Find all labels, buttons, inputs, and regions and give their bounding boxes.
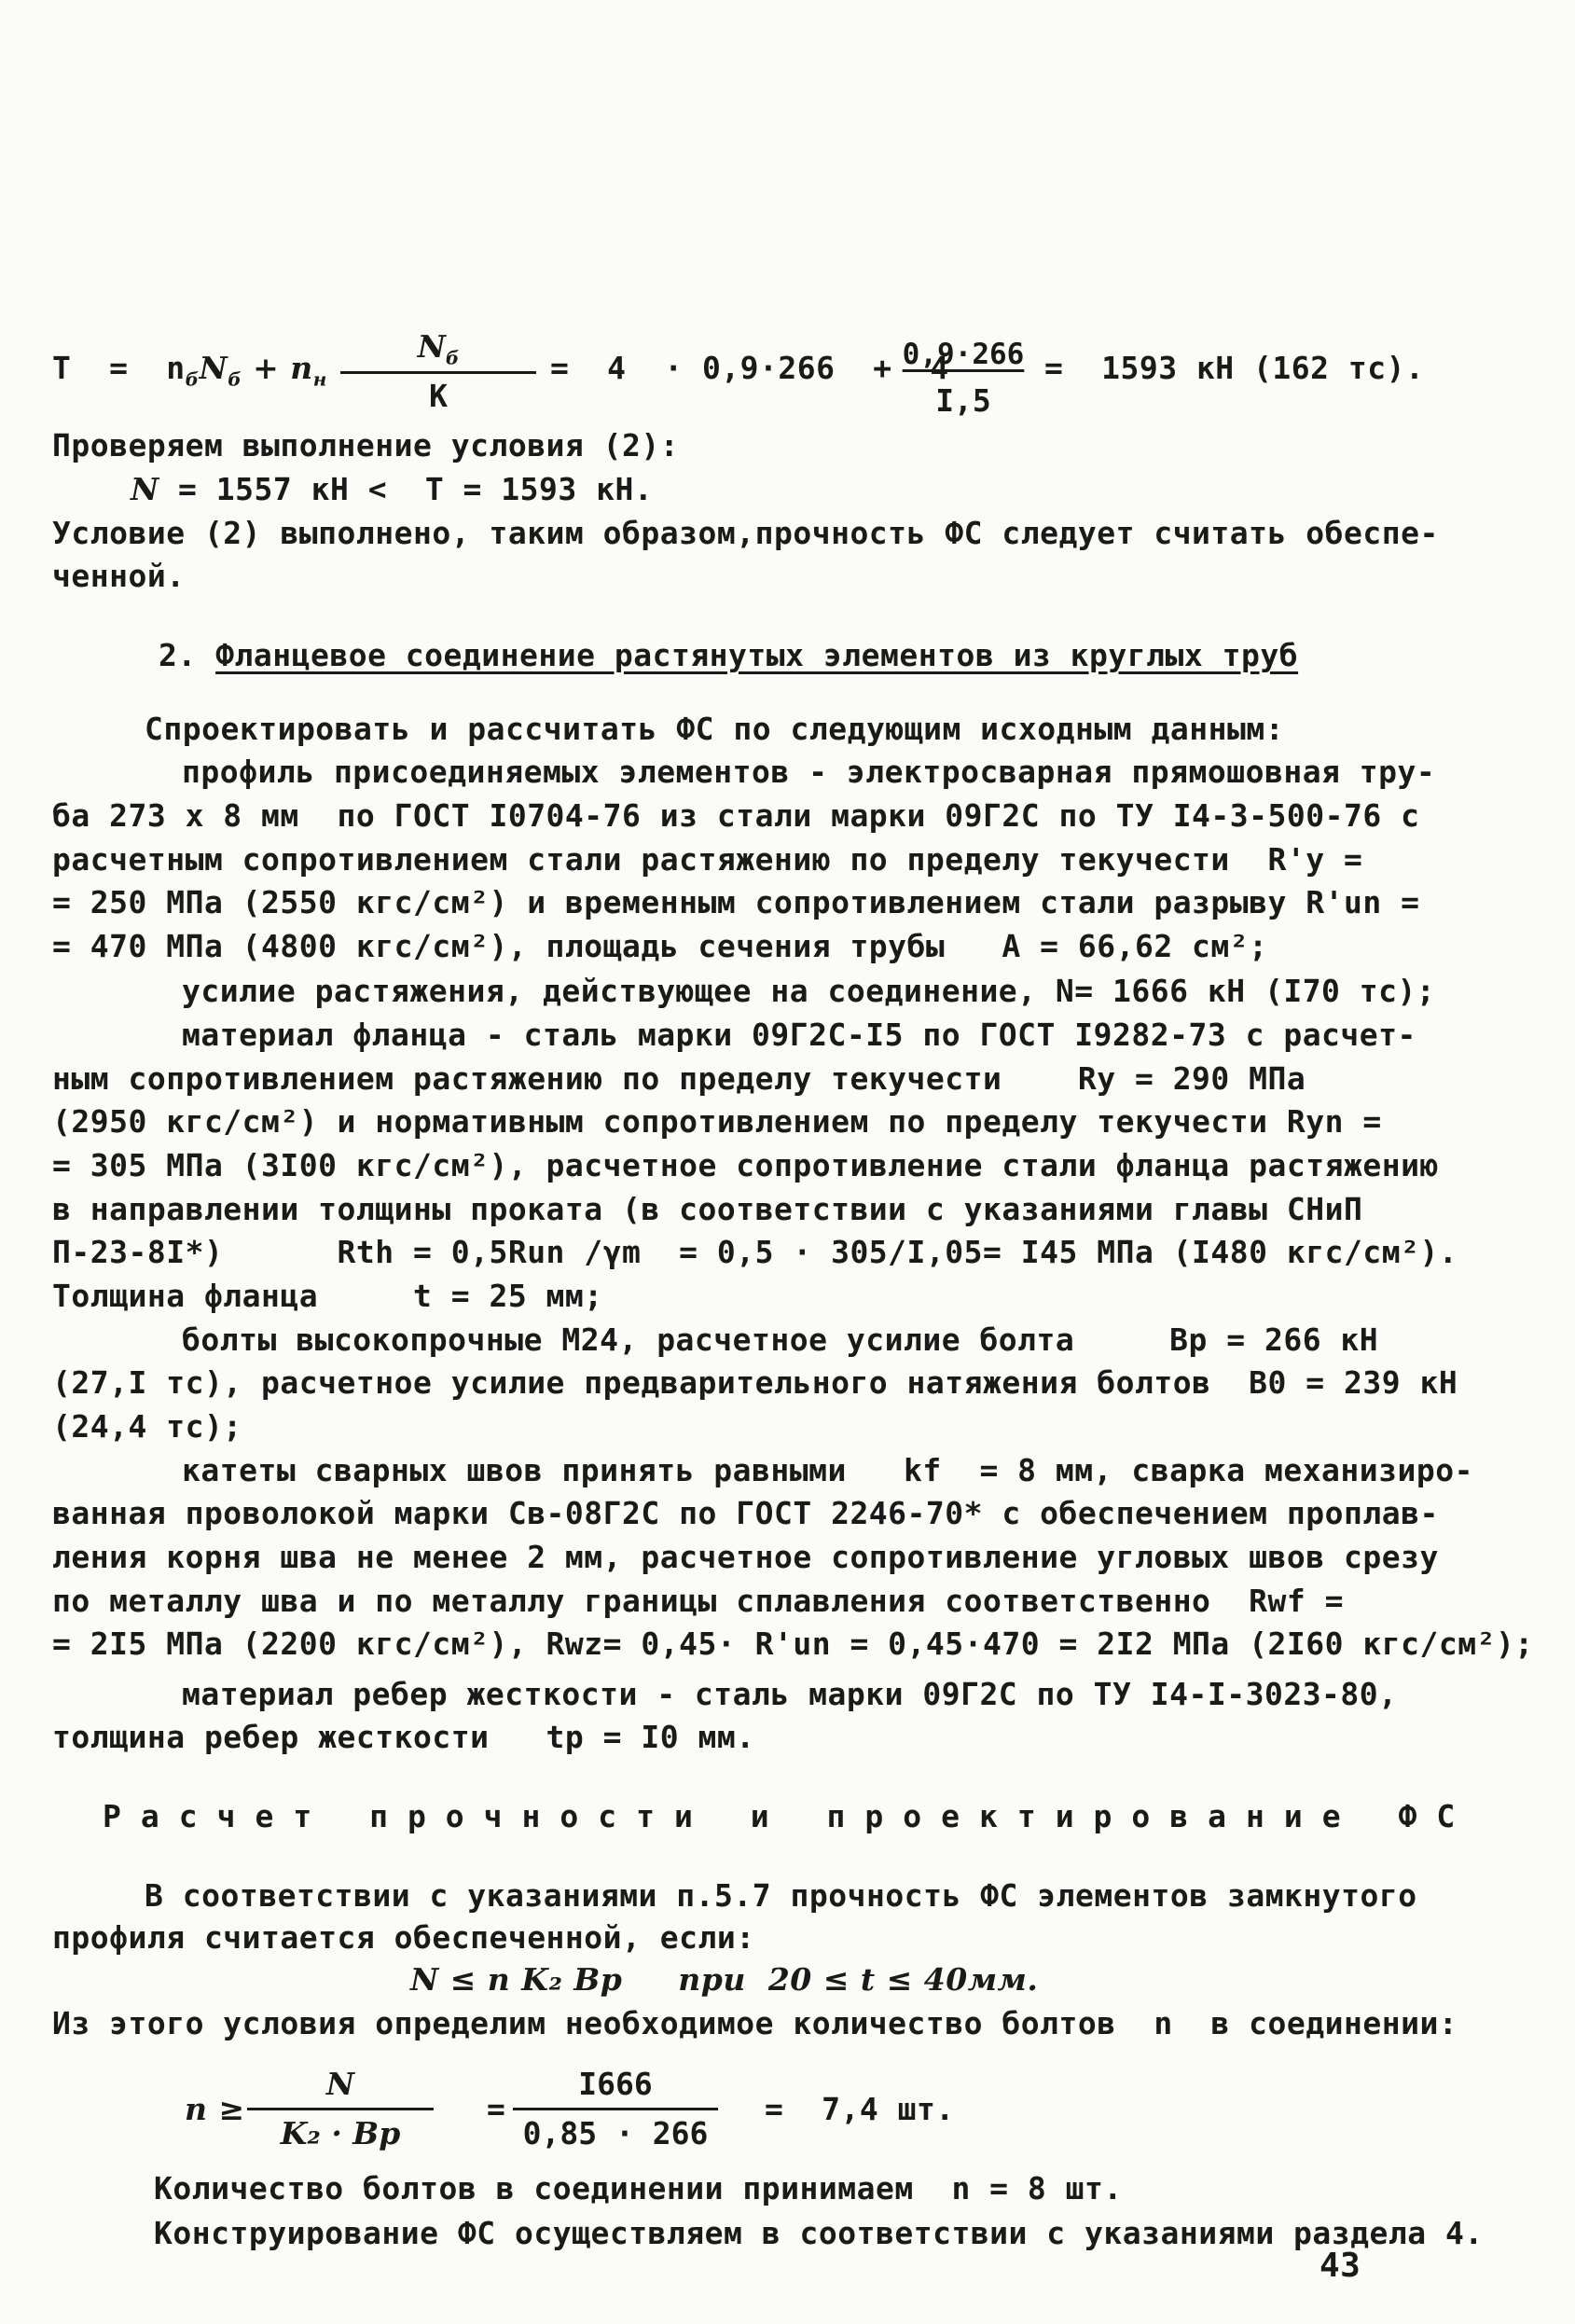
fraction-b-bar — [513, 2108, 718, 2110]
fraction-a-bar — [247, 2108, 434, 2110]
data-line: материал ребер жесткости - сталь марки 09Г2С по ТУ I4-I-3023-80, — [182, 1676, 1398, 1712]
data-line: = 2I5 МПа (2200 кгс/см²), Rwz= 0,45· R'un = 0,45·470 = 2I2 МПа (2I60 кгс/см²); — [52, 1625, 1534, 1662]
bolt-count-result: = 7,4 шт. — [765, 2091, 955, 2127]
data-line: материал фланца - сталь марки 09Г2С-I5 по ГОСТ I9282-73 с расчет- — [182, 1017, 1416, 1053]
formula-t-middle: = 4 · 0,9·266 + 4 — [550, 350, 949, 386]
calc-paragraph-line: В соответствии с указаниями п.5.7 прочность ФС элементов замкнутого — [145, 1877, 1417, 1914]
data-line: в направлении толщины проката (в соответствии с указаниями главы СНиП — [52, 1191, 1363, 1227]
formula-t-result: = 1593 кН (162 тс). — [1044, 350, 1425, 386]
fraction-a-numerator: N — [325, 2066, 355, 2102]
page-number: 43 — [1319, 2247, 1361, 2285]
fraction-1-numerator: $N_б$ — [417, 328, 460, 369]
data-line: П-23-8I*) Rth = 0,5Run /γm = 0,5 · 305/I,05= I45 МПа (I480 кгс/см²). — [52, 1234, 1458, 1270]
condition-line-2: ченной. — [52, 558, 186, 594]
check-equation: N = 1557 кН < T = 1593 кН. — [131, 471, 654, 507]
data-line: катеты сварных швов принять равными kf = 8 мм, сварка механизиро- — [182, 1452, 1474, 1488]
data-line: ба 273 х 8 мм по ГОСТ I0704-76 из стали марки 09Г2С по ТУ I4-3-500-76 с — [52, 797, 1420, 834]
data-line: = 250 МПа (2550 кгс/см²) и временным сопротивлением стали разрыву R'un = — [52, 884, 1420, 920]
data-line: Толщина фланца t = 25 мм; — [52, 1278, 603, 1314]
fraction-b-numerator: I666 — [578, 2066, 653, 2102]
check-heading: Проверяем выполнение условия (2): — [52, 427, 680, 463]
data-line: толщина ребер жесткости tp = I0 мм. — [52, 1719, 755, 1755]
data-line: (27,I тс), расчетное усилие предварительного натяжения болтов B0 = 239 кН — [52, 1364, 1458, 1401]
calc-paragraph-line: Из этого условия определим необходимое количество болтов n в соединении: — [52, 2005, 1458, 2041]
fraction-2-denominator: I,5 — [935, 382, 991, 419]
data-line: ванная проволокой марки Св-08Г2С по ГОСТ 2246-70* с обеспечением проплав- — [52, 1495, 1439, 1531]
condition-line-1: Условие (2) выполнено, таким образом,прочность ФС следует считать обеспе- — [52, 515, 1439, 551]
data-line: профиль присоединяемых элементов - электросварная прямошовная тру- — [182, 754, 1436, 790]
formula-t-lead: $T = n_бN_б + n_н$ — [52, 350, 327, 391]
fraction-a-denominator: K₂ · Bp — [280, 2115, 401, 2151]
bolts-accepted-line: Количество болтов в соединении принимаем n = 8 шт. — [154, 2170, 1123, 2206]
bolt-count-lhs: n ≥ — [185, 2091, 245, 2127]
construction-line: Конструирование ФС осуществляем в соответствии с указаниями раздела 4. — [154, 2215, 1484, 2251]
data-line: ным сопротивлением растяжению по пределу текучести Ry = 290 МПа — [52, 1060, 1306, 1097]
data-line: болты высокопрочные М24, расчетное усилие болта Bp = 266 кН — [182, 1321, 1379, 1358]
data-line: (24,4 тс); — [52, 1408, 242, 1445]
fraction-1-bar — [340, 371, 536, 374]
design-statement: Спроектировать и рассчитать ФС по следующим исходным данным: — [145, 711, 1285, 747]
data-line: расчетным сопротивлением стали растяжению по пределу текучести R'y = — [52, 841, 1363, 878]
data-line: = 470 МПа (4800 кгс/см²), площадь сечения трубы A = 66,62 см²; — [52, 928, 1268, 964]
data-line: усилие растяжения, действующее на соединение, N= 1666 кН (I70 тс); — [182, 973, 1436, 1009]
strength-condition-formula: N ≤ n K₂ Bp при 20 ≤ t ≤ 40мм. — [410, 1961, 1039, 1998]
data-line: = 305 МПа (3I00 кгс/см²), расчетное сопротивление стали фланца растяжению — [52, 1147, 1439, 1183]
data-line: (2950 кгс/см²) и нормативным сопротивлением по пределу текучести Ryn = — [52, 1103, 1382, 1140]
equals-sign: = — [487, 2091, 506, 2127]
fraction-1-denominator: К — [429, 378, 448, 414]
calc-section-heading: Расчет прочности и проектирование ФС — [103, 1798, 1475, 1834]
data-line: по металлу шва и по металлу границы сплавления соответственно Rwf = — [52, 1583, 1345, 1619]
calc-paragraph-line: профиля считается обеспеченной, если: — [52, 1919, 755, 1956]
fraction-b-denominator: 0,85 · 266 — [522, 2115, 709, 2151]
section-2-heading: 2. Фланцевое соединение растянутых элементов из круглых труб — [159, 637, 1299, 673]
data-line: ления корня шва не менее 2 мм, расчетное сопротивление угловых швов срезу — [52, 1539, 1439, 1575]
fraction-2-numerator: 0,9·266 — [902, 338, 1025, 371]
